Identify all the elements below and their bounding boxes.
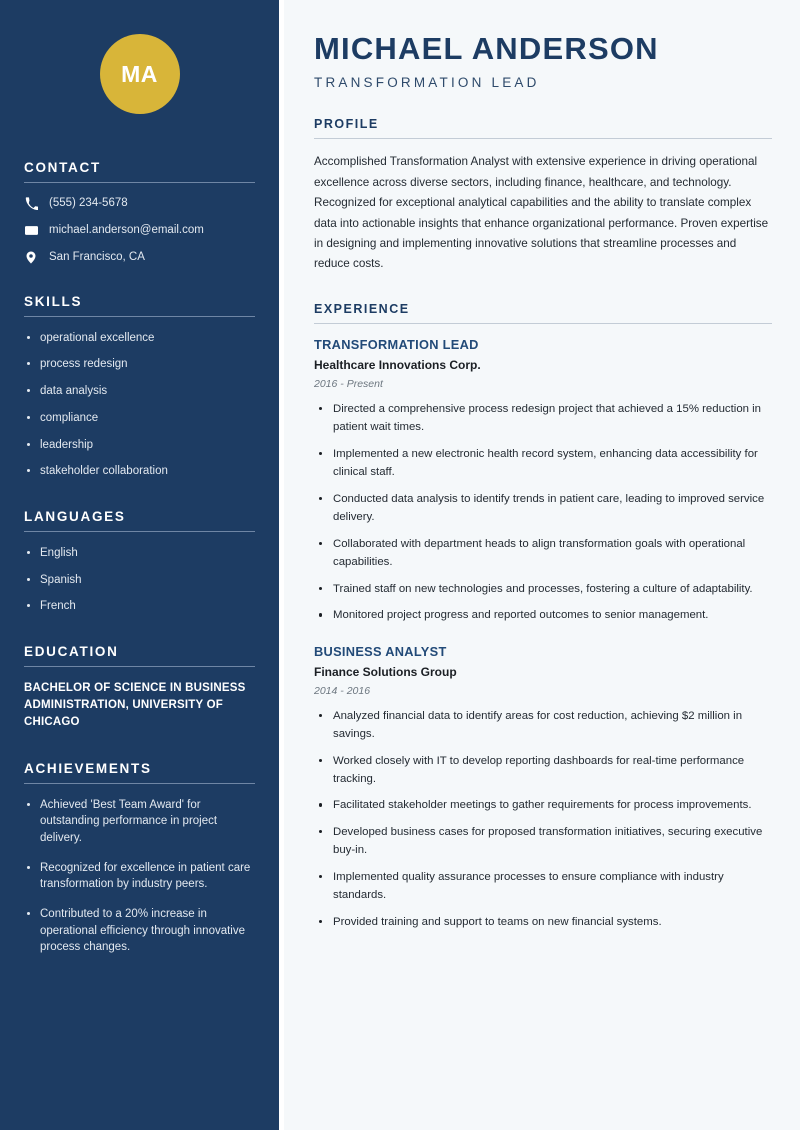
contact-rule [24,182,255,183]
sidebar-section-languages [24,509,255,615]
list-item: Monitored project progress and reported outcomes to senior management. [314,606,772,624]
list-item: Directed a comprehensive process redesign project that achieved a 15% reduction in patient wait times. [314,400,772,437]
job-title: BUSINESS ANALYST [314,643,447,659]
job-title: TRANSFORMATION LEAD [314,336,479,352]
section-experience [314,302,772,931]
sidebar [0,0,279,1130]
list-item: Provided training and support to teams on new financial systems. [314,913,772,931]
sidebar-section-skills [24,294,255,480]
list-item: Spanish [24,572,255,589]
list-item: French [24,598,255,615]
job-company: Finance Solutions Group [314,664,457,679]
list-item: Conducted data analysis to identify trends in patient care, leading to improved service delivery. [314,490,772,527]
list-item: compliance [24,410,255,427]
experience-rule [314,323,772,324]
section-profile [314,117,772,275]
contact-location-value: San Francisco, CA [49,250,145,263]
job-role-subtitle: TRANSFORMATION LEAD [314,75,540,91]
avatar-container [24,0,255,160]
contact-phone-value: (555) 234-5678 [49,197,128,209]
experience-entry [314,337,772,625]
list-item: Implemented a new electronic health record system, enhancing data accessibility for clinical staff. [314,445,772,482]
job-dates: 2014 - 2016 [314,684,371,697]
contact-item-phone[interactable] [24,196,255,211]
achievements-heading: ACHIEVEMENTS [24,760,152,776]
list-item: Contributed to a 20% increase in operational efficiency through innovative process changes. [24,906,255,956]
achievements-rule [24,783,255,784]
contact-email-value: michael.anderson@email.com [49,223,204,236]
skills-list [24,330,255,480]
job-bullet-list [314,707,772,932]
list-item: Trained staff on new technologies and processes, fostering a culture of adaptability. [314,580,772,598]
main-content [279,0,800,1130]
experience-entry [314,644,772,932]
languages-list [24,545,255,615]
job-bullet-list [314,400,772,625]
profile-text: Accomplished Transformation Analyst with extensive experience in driving operational excellence across diverse sectors, including finance, healthcare, and technology. Recognized for exceptional analytical capabilities and the ability to translate complex data into actionable insights that enhance organizational performance. Proven expertise in designing and implementing innovative solutions that streamline processes and reduce costs. [314,155,769,271]
list-item: stakeholder collaboration [24,463,255,480]
list-item: process redesign [24,356,255,373]
list-item: Developed business cases for proposed transformation initiatives, securing executive buy-in. [314,823,772,860]
list-item: leadership [24,437,255,454]
list-item: data analysis [24,383,255,400]
education-item: BACHELOR OF SCIENCE IN BUSINESS ADMINISTRATION, UNIVERSITY OF CHICAGO [24,681,246,729]
list-item: Implemented quality assurance processes to ensure compliance with industry standards. [314,868,772,905]
page-title: MICHAEL ANDERSON [314,31,659,66]
profile-heading: PROFILE [314,117,379,132]
languages-rule [24,531,255,532]
envelope-icon [24,224,38,237]
experience-heading: EXPERIENCE [314,301,410,316]
list-item: operational excellence [24,330,255,347]
list-item: Achieved 'Best Team Award' for outstanding performance in project delivery. [24,797,255,847]
languages-heading: LANGUAGES [24,508,126,524]
phone-icon [24,197,38,210]
sidebar-section-contact [24,160,255,265]
profile-rule [314,138,772,139]
achievements-list [24,797,255,956]
map-pin-icon [24,251,38,264]
list-item: Collaborated with department heads to align transformation goals with operational capabilities. [314,535,772,572]
contact-heading: CONTACT [24,160,101,175]
list-item: English [24,545,255,562]
list-item: Worked closely with IT to develop reporting dashboards for real-time performance tracking. [314,752,772,789]
job-company: Healthcare Innovations Corp. [314,357,481,372]
list-item: Facilitated stakeholder meetings to gather requirements for process improvements. [314,796,772,814]
skills-rule [24,316,255,317]
education-heading: EDUCATION [24,643,119,659]
sidebar-section-education [24,644,255,732]
contact-item-email[interactable] [24,223,255,238]
list-item: Recognized for excellence in patient care transformation by industry peers. [24,860,255,893]
avatar: MA [100,34,180,114]
sidebar-section-achievements [24,761,255,956]
skills-heading: SKILLS [24,293,83,309]
job-dates: 2016 - Present [314,377,383,390]
education-rule [24,666,255,667]
list-item: Analyzed financial data to identify areas for cost reduction, achieving $2 million in savings. [314,707,772,744]
contact-item-location [24,250,255,265]
